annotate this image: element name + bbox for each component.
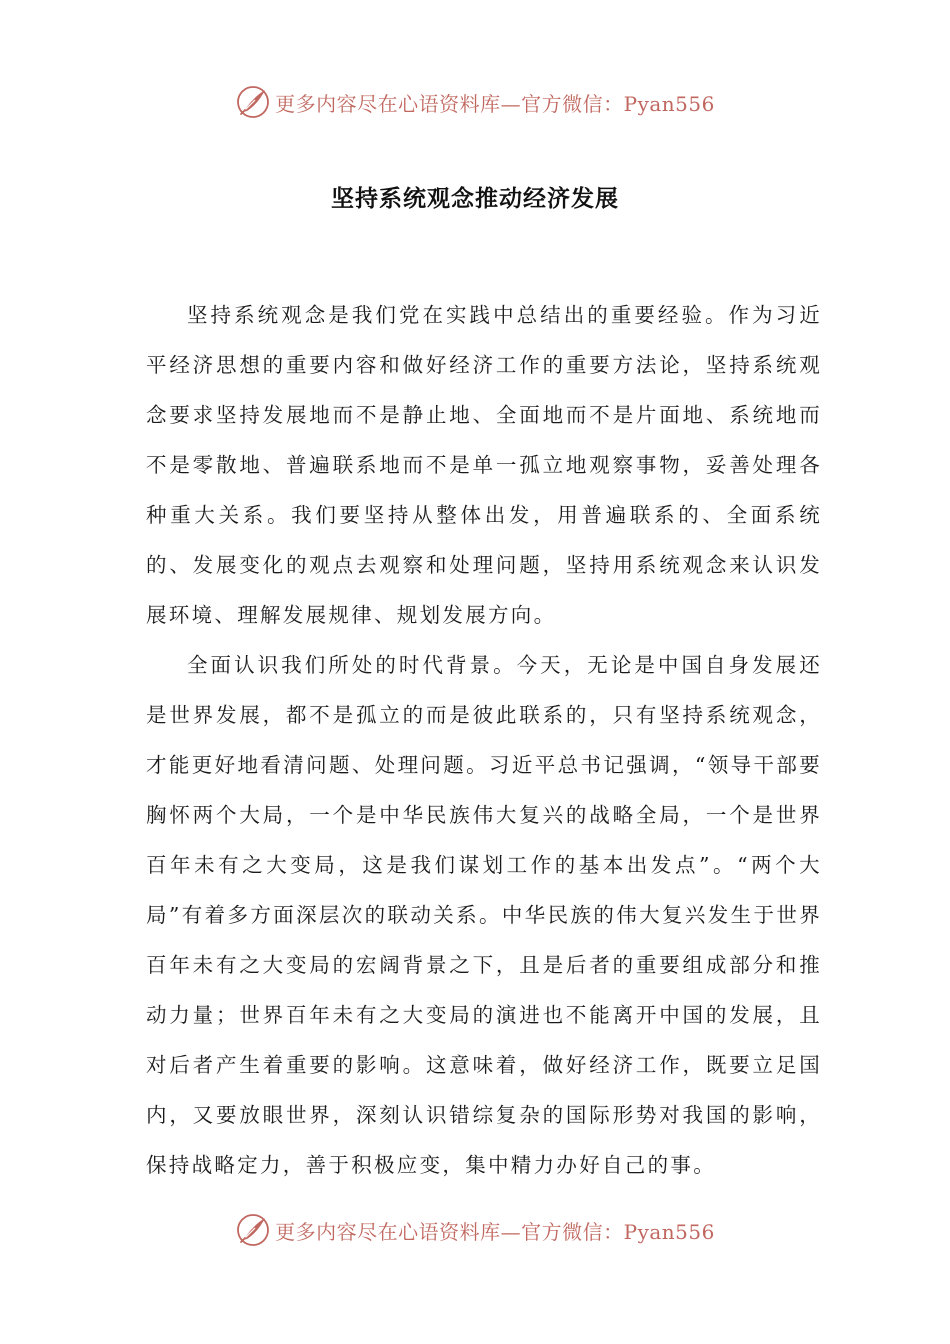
footer-watermark: [0, 1210, 950, 1250]
document-body: [146, 290, 822, 1190]
paragraph: 全面认识我们所处的时代背景。今天，无论是中国自身发展还是世界发展，都不是孤立的而是彼此联系的，只有坚持系统观念，才能更好地看清问题、处理问题。习近平总书记强调，“领导干部要胸怀两个大局，一个是中华民族伟大复兴的战略全局，一个是世界百年未有之大变局，这是我们谋划工作的基本出发点”。“两个大局”有着多方面深层次的联动关系。中华民族的伟大复兴发生于世界百年未有之大变局的宏阔背景之下，且是后者的重要组成部分和推动力量；世界百年未有之大变局的演进也不能离开中国的发展，且对后者产生着重要的影响。这意味着，做好经济工作，既要立足国内，又要放眼世界，深刻认识错综复杂的国际形势对我国的影响，保持战略定力，善于积极应变，集中精力办好自己的事。: [146, 653, 822, 1177]
paragraph: 坚持系统观念是我们党在实践中总结出的重要经验。作为习近平经济思想的重要内容和做好经济工作的重要方法论，坚持系统观念要求坚持发展地而不是静止地、全面地而不是片面地、系统地而不是零散地、普遍联系地而不是单一孤立地观察事物，妥善处理各种重大关系。我们要坚持从整体出发，用普遍联系的、全面系统的、发展变化的观点去观察和处理问题，坚持用系统观念来认识发展环境、理解发展规律、规划发展方向。: [146, 303, 822, 627]
watermark-text: 更多内容尽在心语资料库—官方微信：Pyan556: [275, 1219, 715, 1244]
quill-pen-logo-icon: [235, 84, 271, 120]
watermark-text: 更多内容尽在心语资料库—官方微信：Pyan556: [275, 91, 715, 116]
header-watermark: [0, 82, 950, 122]
document-title: 坚持系统观念推动经济发展: [331, 186, 619, 212]
quill-pen-logo-icon: [235, 1212, 271, 1248]
